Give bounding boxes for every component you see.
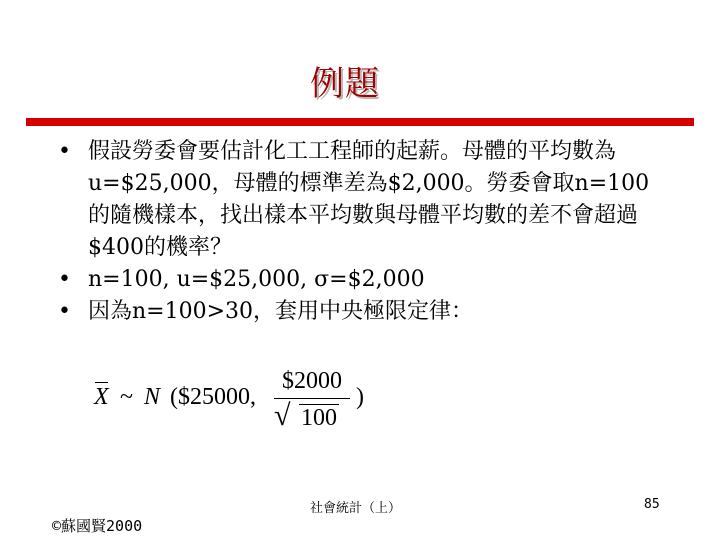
formula-denominator: 100	[301, 405, 337, 431]
bullet-item	[58, 136, 658, 264]
formula-close: )	[356, 384, 364, 410]
bullet-text: n=100, u=$25,000, σ=$2,000	[88, 267, 425, 292]
formula-mean: ($25000,	[170, 384, 256, 410]
bullet-list	[58, 136, 658, 328]
bullet-item	[58, 296, 658, 328]
footer-course: 社會統計（上）	[310, 501, 402, 516]
formula-normal: N	[144, 384, 161, 410]
formula-numerator: $2000	[282, 368, 342, 394]
page-number: 85	[644, 497, 660, 512]
bullet-text: 假設勞委會要估計化工工程師的起薪。母體的平均數為u=$25,000，母體的標準差為$2,000。勞委會取n=100的隨機樣本，找出樣本平均數與母體平均數的差不會超過$400的機率？	[88, 139, 650, 260]
bullet-icon: •	[58, 267, 71, 292]
formula-fraction	[274, 366, 350, 433]
bullet-icon: •	[58, 299, 71, 324]
title-divider	[26, 118, 694, 126]
copyright: ©蘇國賢2000	[52, 517, 143, 535]
bullet-icon: •	[58, 139, 71, 164]
slide-title: 例題	[310, 64, 380, 104]
formula-tilde: ~	[120, 384, 133, 410]
bullet-text: 因為n=100>30，套用中央極限定律：	[88, 299, 474, 324]
bullet-item	[58, 264, 658, 296]
formula-denominator-sqrt	[274, 403, 350, 433]
clt-formula	[88, 366, 378, 446]
formula-xbar: X	[94, 384, 109, 410]
